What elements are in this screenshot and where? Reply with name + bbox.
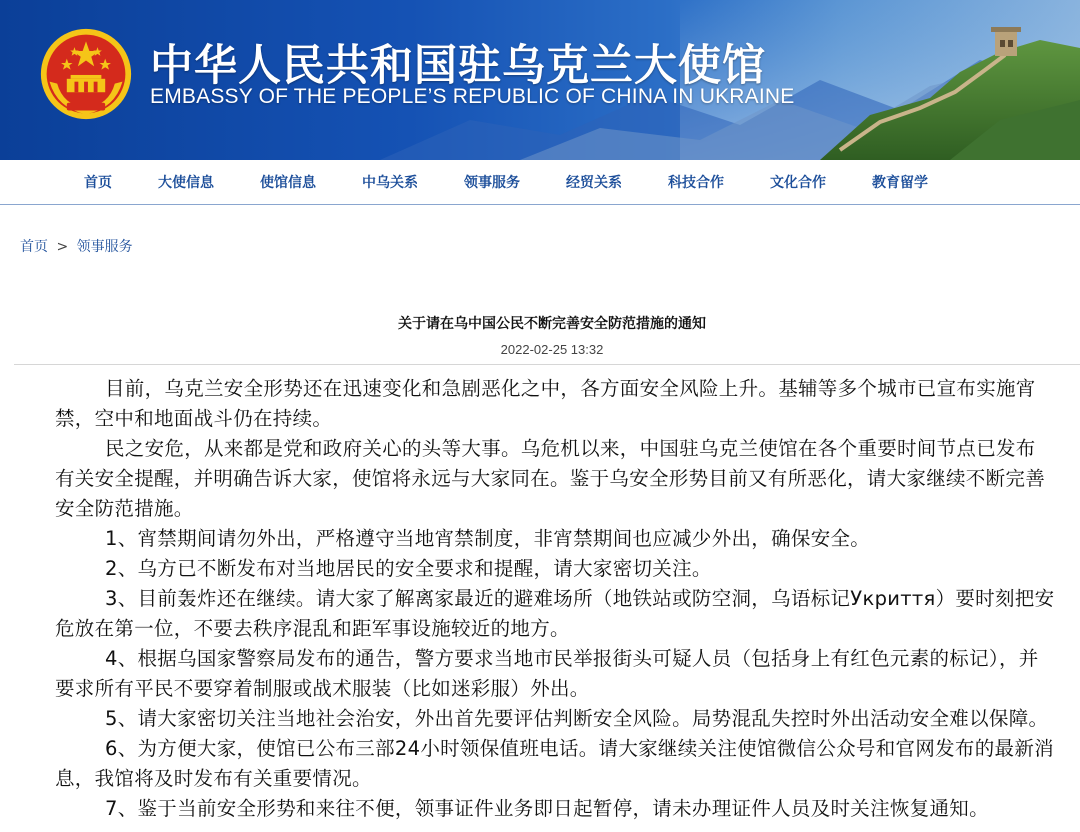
breadcrumb-home-link[interactable]: 首页 [20,239,48,255]
article-paragraph: 4、根据乌国家警察局发布的通告，警方要求当地市民举报街头可疑人员（包括身上有红色元素的标记），并要求所有平民不要穿着制服或战术服装（比如迷彩服）外出。 [55,647,1039,700]
article-paragraph: 6、为方便大家，使馆已公布三部24小时领保值班电话。请大家继续关注使馆微信公众号和官网发布的最新消息，我馆将及时发布有关重要情况。 [55,737,1054,790]
article-date: 2022-02-25 13:32 [500,342,604,357]
article-paragraph: 2、乌方已不断发布对当地居民的安全要求和提醒，请大家密切关注。 [105,557,712,580]
national-emblem-icon [38,26,134,122]
article-title: 关于请在乌中国公民不断完善安全防范措施的通知 [398,316,706,332]
article-paragraph: 目前，乌克兰安全形势还在迅速变化和急剧恶化之中，各方面安全风险上升。基辅等多个城市已宣布实施宵禁，空中和地面战斗仍在持续。 [55,377,1036,430]
breadcrumb-current-link[interactable]: 领事服务 [76,239,133,255]
breadcrumb [20,236,133,256]
site-title-chinese: 中华人民共和国驻乌克兰大使馆 [150,41,766,91]
nav-item-relations[interactable]: 中乌关系 [362,175,418,191]
nav-item-consular[interactable]: 领事服务 [464,175,520,191]
main-navigation [0,160,1080,205]
nav-item-culture[interactable]: 文化合作 [770,175,826,191]
article-paragraph: 5、请大家密切关注当地社会治安，外出首先要评估判断安全风险。局势混乱失控时外出活动安全难以保障。 [105,707,1049,730]
header-banner [0,0,1080,160]
article-paragraph: 1、宵禁期间请勿外出，严格遵守当地宵禁制度，非宵禁期间也应减少外出，确保安全。 [105,527,871,550]
nav-item-ambassador[interactable]: 大使信息 [158,175,214,191]
nav-item-economy-trade[interactable]: 经贸关系 [566,175,622,191]
site-title-english: EMBASSY OF THE PEOPLE’S REPUBLIC OF CHINA IN UKRAINE [150,85,795,108]
nav-item-home[interactable]: 首页 [84,175,112,191]
nav-item-education[interactable]: 教育留学 [872,175,928,191]
article-body [55,374,1055,824]
nav-item-embassy[interactable]: 使馆信息 [260,175,316,191]
breadcrumb-separator: > [56,239,69,255]
article-paragraph: 3、目前轰炸还在继续。请大家了解离家最近的避难场所（地铁站或防空洞，乌语标记Укриття）要时刻把安危放在第一位，不要去秩序混乱和距军事设施较近的地方。 [55,587,1055,640]
article-paragraph: 7、鉴于当前安全形势和来往不便，领事证件业务即日起暂停，请未办理证件人员及时关注恢复通知。 [105,797,989,820]
nav-item-science-tech[interactable]: 科技合作 [668,175,724,191]
article-paragraph: 民之安危，从来都是党和政府关心的头等大事。乌危机以来，中国驻乌克兰使馆在各个重要时间节点已发布有关安全提醒，并明确告诉大家，使馆将永远与大家同在。鉴于乌安全形势目前又有所恶化，请大家继续不断完善安全防范措施。 [55,437,1046,520]
title-divider [14,364,1080,365]
